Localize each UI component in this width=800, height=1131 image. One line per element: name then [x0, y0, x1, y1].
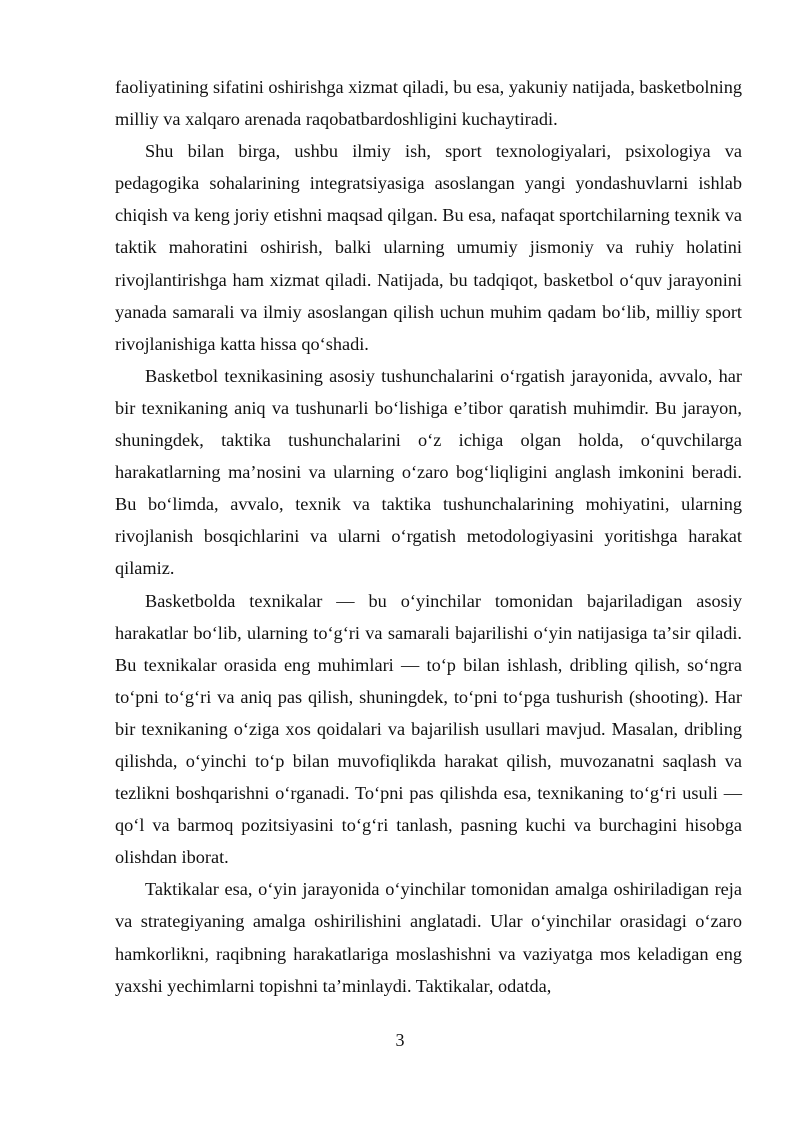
paragraph-research-goal: Shu bilan birga, ushbu ilmiy ish, sport texnologiyalari, psixologiya va pedagogika sohalarining integratsiyasiga asoslangan yangi yondashuvlarni ishlab chiqish va keng joriy etishni maqsad qilgan. Bu esa, nafaqat sportchilarning texnik va taktik mahoratini oshirish, balki ularning umumiy jismoniy va ruhiy holatini rivojlantirishga ham xizmat qiladi. Natijada, bu tadqiqot, basketbol oʻquv jarayonini yanada samarali va ilmiy asoslangan qilish uchun muhim qadam boʻlib, milliy sport rivojlanishiga katta hissa qoʻshadi.: [115, 141, 742, 354]
paragraph-continuation: faoliyatining sifatini oshirishga xizmat qiladi, bu esa, yakuniy natijada, basketbolning milliy va xalqaro arenada raqobatbardoshligini kuchaytiradi.: [115, 77, 742, 130]
paragraph-techniques: Basketbolda texnikalar — bu oʻyinchilar tomonidan bajariladigan asosiy harakatlar boʻlib, ularning toʻgʻri va samarali bajarilishi oʻyin natijasiga taʼsir qiladi. Bu texnikalar orasida eng muhimlari — toʻp bilan ishlash, dribling qilish, soʻngra toʻpni toʻgʻri va aniq pas qilish, shuningdek, toʻpni toʻpga tushurish (shooting). Har bir texnikaning oʻziga xos qoidalari va bajarilish usullari mavjud. Masalan, dribling qilishda, oʻyinchi toʻp bilan muvofiqlikda harakat qilish, muvozanatni saqlash va tezlikni boshqarishni oʻrganadi. Toʻpni pas qilishda esa, texnikaning toʻgʻri usuli — qoʻl va barmoq pozitsiyasini toʻgʻri tanlash, pasning kuchi va burchagini hisobga olishdan iborat.: [115, 590, 742, 868]
document-body: [115, 71, 742, 1002]
paragraph-tactics: Taktikalar esa, oʻyin jarayonida oʻyinchilar tomonidan amalga oshiriladigan reja va strategiyaning amalga oshirilishini anglatadi. Ular oʻyinchilar orasidagi oʻzaro hamkorlikni, raqibning harakatlariga moslashishni va vaziyatga mos keladigan eng yaxshi yechimlarni topishni taʼminlaydi. Taktikalar, odatda,: [115, 879, 742, 996]
paragraph-teaching-concepts: Basketbol texnikasining asosiy tushunchalarini oʻrgatish jarayonida, avvalo, har bir texnikaning aniq va tushunarli boʻlishiga eʼtibor qaratish muhimdir. Bu jarayon, shuningdek, taktika tushunchalarini oʻz ichiga olgan holda, oʻquvchilarga harakatlarning maʼnosini va ularning oʻzaro bogʻliqligini anglash imkonini beradi. Bu boʻlimda, avvalo, texnik va taktika tushunchalarining mohiyatini, ularning rivojlanish bosqichlarini va ularni oʻrgatish metodologiyasini yoritishga harakat qilamiz.: [115, 365, 742, 579]
page-number: 3: [395, 1030, 405, 1050]
